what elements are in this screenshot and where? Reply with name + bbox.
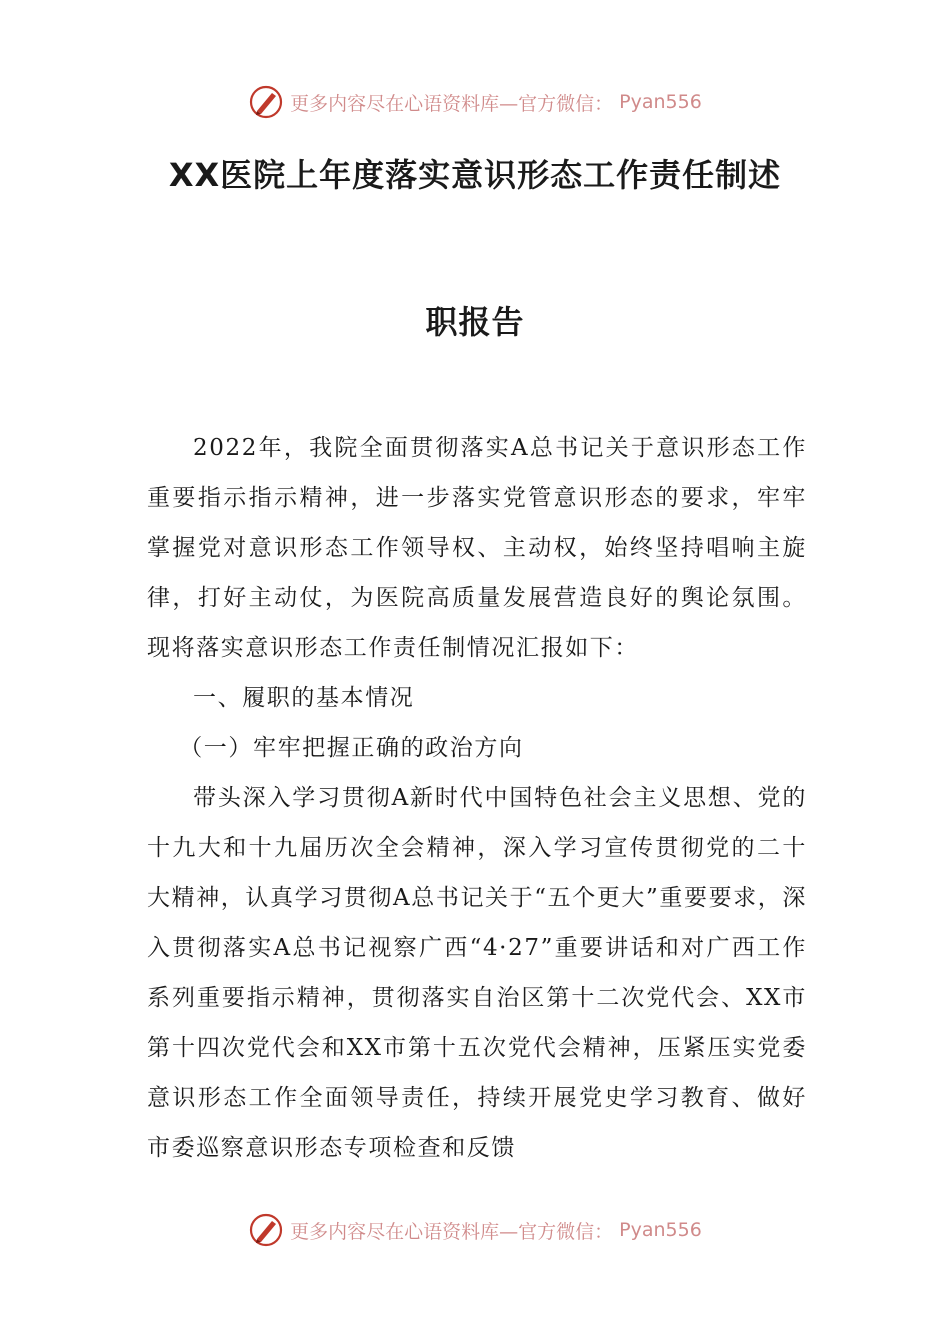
- pen-logo-icon: [248, 1212, 284, 1248]
- watermark-text: 更多内容尽在心语资料库—官方微信：: [290, 92, 614, 115]
- watermark-id: Pyan556: [619, 1219, 702, 1241]
- watermark-header: [0, 82, 950, 122]
- pen-logo-icon: [248, 84, 284, 120]
- subsection-heading: （一）牢牢把握正确的政治方向: [179, 735, 524, 761]
- document-body: [147, 423, 807, 1173]
- watermark-text: 更多内容尽在心语资料库—官方微信：: [290, 1220, 614, 1243]
- document-title-line2: 职报告: [425, 303, 525, 341]
- body-paragraph: 带头深入学习贯彻A新时代中国特色社会主义思想、党的十九大和十九届历次全会精神，深入学习宣传贯彻党的二十大精神，认真学习贯彻A总书记关于“五个更大”重要要求，深入贯彻落实A总书记视察广西“4·27”重要讲话和对广西工作系列重要指示精神，贯彻落实自治区第十二次党代会、XX市第十四次党代会和XX市第十五次党代会精神，压紧压实党委意识形态工作全面领导责任，持续开展党史学习教育、做好市委巡察意识形态专项检查和反馈: [147, 785, 807, 1161]
- document-title-line1: XX医院上年度落实意识形态工作责任制述: [168, 156, 782, 194]
- section-heading: 一、履职的基本情况: [193, 685, 415, 711]
- intro-paragraph: 2022年，我院全面贯彻落实A总书记关于意识形态工作重要指示指示精神，进一步落实党管意识形态的要求，牢牢掌握党对意识形态工作领导权、主动权，始终坚持唱响主旋律，打好主动仗，为医院高质量发展营造良好的舆论氛围。现将落实意识形态工作责任制情况汇报如下：: [147, 435, 807, 661]
- watermark-id: Pyan556: [619, 91, 702, 113]
- watermark-footer: [0, 1210, 950, 1250]
